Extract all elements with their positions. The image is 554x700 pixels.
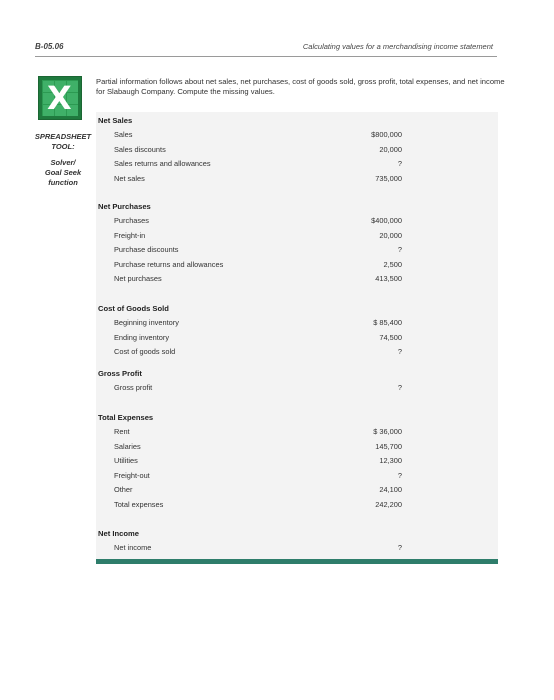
row-label: Purchase discounts bbox=[114, 245, 179, 255]
table-row bbox=[98, 381, 402, 396]
table-row bbox=[98, 229, 402, 244]
problem-id: B-05.06 bbox=[35, 42, 64, 51]
row-label: Salaries bbox=[114, 441, 141, 451]
table-row bbox=[98, 345, 402, 360]
table-row bbox=[98, 214, 402, 229]
row-value: 74,500 bbox=[379, 332, 402, 342]
row-value: $ 36,000 bbox=[373, 427, 402, 436]
row-value: 2,500 bbox=[383, 259, 402, 269]
row-label: Sales returns and allowances bbox=[114, 159, 211, 169]
row-label: Sales discounts bbox=[114, 144, 166, 154]
table-row bbox=[98, 454, 402, 469]
tool-name-line-1: Solver/ bbox=[50, 158, 76, 167]
tool-name-line-2: Goal Seek bbox=[44, 168, 82, 177]
section-title: Net Income bbox=[98, 529, 139, 538]
row-value: $400,000 bbox=[371, 216, 402, 225]
row-value: 735,000 bbox=[375, 173, 402, 183]
table-row bbox=[98, 498, 402, 513]
row-label: Beginning inventory bbox=[114, 318, 179, 327]
table-row bbox=[98, 440, 402, 455]
row-value: ? bbox=[397, 543, 402, 552]
table-row bbox=[98, 258, 402, 273]
table-row bbox=[98, 272, 402, 287]
row-label: Sales bbox=[114, 130, 133, 139]
section-title: Total Expenses bbox=[98, 413, 154, 422]
table-row bbox=[98, 331, 402, 346]
row-label: Utilities bbox=[114, 456, 138, 466]
table-row bbox=[98, 425, 402, 440]
row-value: 20,000 bbox=[379, 230, 402, 240]
row-value: 413,500 bbox=[375, 274, 402, 284]
table-row bbox=[98, 157, 402, 172]
table-row bbox=[98, 541, 402, 556]
row-value: $800,000 bbox=[371, 130, 402, 139]
row-value: ? bbox=[397, 347, 402, 357]
row-label: Other bbox=[114, 485, 133, 495]
row-label: Purchase returns and allowances bbox=[114, 259, 224, 269]
table-row bbox=[98, 316, 402, 331]
row-value: 242,200 bbox=[375, 499, 402, 509]
panel-bottom-bar bbox=[96, 559, 498, 564]
table-row bbox=[98, 143, 402, 158]
row-value: ? bbox=[397, 159, 402, 169]
row-value: 145,700 bbox=[375, 441, 402, 451]
row-value: 24,100 bbox=[379, 485, 402, 495]
row-value: 12,300 bbox=[379, 456, 402, 466]
section-title: Cost of Goods Sold bbox=[98, 304, 169, 313]
section-net-income bbox=[98, 527, 402, 556]
tool-name-line-3: function bbox=[48, 178, 78, 187]
section-gross-profit bbox=[98, 367, 402, 396]
table-row bbox=[98, 172, 402, 187]
section-title: Net Purchases bbox=[98, 202, 151, 211]
row-label: Cost of goods sold bbox=[114, 347, 176, 357]
tool-label-line-2: TOOL: bbox=[51, 142, 75, 151]
row-label: Purchases bbox=[114, 216, 149, 225]
row-label: Rent bbox=[114, 427, 130, 436]
table-row bbox=[98, 243, 402, 258]
row-label: Net purchases bbox=[114, 274, 162, 284]
row-label: Net income bbox=[114, 543, 152, 552]
row-value: ? bbox=[397, 245, 402, 255]
header-title: Calculating values for a merchandising income statement bbox=[302, 42, 493, 51]
spreadsheet-tool-sidebar bbox=[22, 132, 104, 188]
tool-label-line-1: SPREADSHEET bbox=[34, 132, 92, 141]
table-row bbox=[98, 469, 402, 484]
section-title: Gross Profit bbox=[98, 369, 142, 378]
excel-x-glyph: X bbox=[47, 79, 72, 117]
table-row bbox=[98, 483, 402, 498]
table-row bbox=[98, 128, 402, 143]
section-net-sales bbox=[98, 114, 402, 186]
section-total-expenses bbox=[98, 411, 402, 513]
row-value: ? bbox=[397, 383, 402, 392]
excel-icon bbox=[38, 76, 82, 120]
row-label: Net sales bbox=[114, 173, 145, 183]
row-value: $ 85,400 bbox=[373, 318, 402, 327]
row-label: Gross profit bbox=[114, 383, 153, 392]
row-label: Total expenses bbox=[114, 499, 164, 509]
row-value: ? bbox=[397, 470, 402, 480]
page-header bbox=[35, 40, 497, 57]
section-title: Net Sales bbox=[98, 116, 133, 125]
section-cost-of-goods-sold bbox=[98, 302, 402, 360]
row-label: Freight-out bbox=[114, 470, 150, 480]
row-label: Ending inventory bbox=[114, 332, 170, 342]
problem-intro: Partial information follows about net sales, net purchases, cost of goods sold, gross profit, total expenses, and net income for Slabaugh Company. Compute the missing values. bbox=[96, 77, 505, 96]
row-label: Freight-in bbox=[114, 230, 146, 240]
section-net-purchases bbox=[98, 200, 402, 287]
row-value: 20,000 bbox=[379, 144, 402, 154]
